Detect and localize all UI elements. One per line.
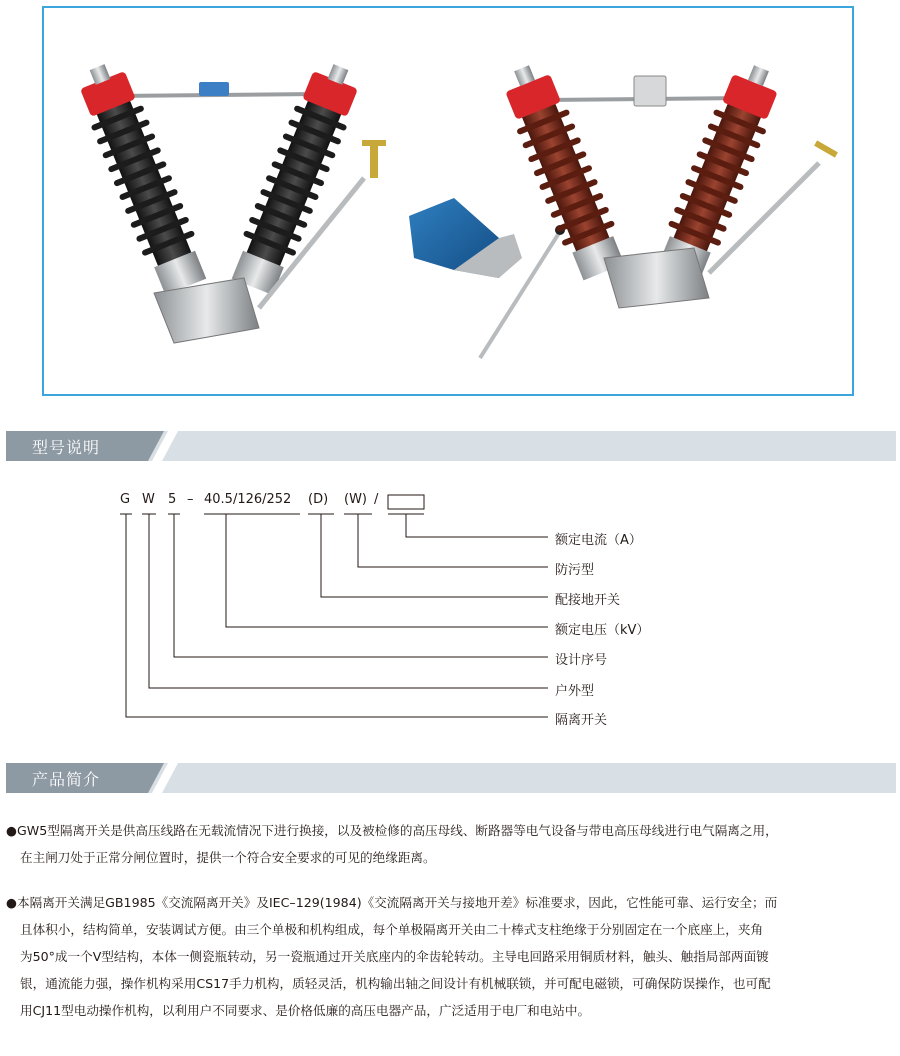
current-box bbox=[388, 495, 424, 509]
intro-p1-line1: GW5型隔离开关是供高压线路在无载流情况下进行换接，以及被检修的高压母线、断路器等电气设备与带电高压母线进行电气隔离之用， bbox=[17, 823, 778, 838]
code-part-d: (D) bbox=[308, 492, 329, 507]
label-rated-voltage: 额定电压（kV） bbox=[555, 623, 650, 638]
label-design-number: 设计序号 bbox=[555, 653, 608, 668]
intro-p2-line3: 为50°成一个V型结构，本体一侧瓷瓶转动，另一瓷瓶通过开关底座内的伞齿轮转动。主导电回路采用铜质材料，触头、触指局部两面镀 bbox=[20, 949, 769, 964]
bullet-2: ● bbox=[6, 895, 17, 910]
intro-p2-line4: 银，通流能力强，操作机构采用CS17手力机构，质轻灵活，机构输出轴之间设计有机械联锁，并可配电磁锁，可确保防误操作，也可配 bbox=[20, 976, 771, 991]
intro-paragraph-1 bbox=[6, 817, 894, 871]
label-rated-current: 额定电流（A） bbox=[555, 533, 642, 548]
intro-p1-line2: 在主闸刀处于正常分闸位置时，提供一个符合安全要求的可见的绝缘距离。 bbox=[20, 850, 436, 865]
label-disconnector: 隔离开关 bbox=[555, 713, 608, 728]
section-title-model: 型号说明 bbox=[32, 438, 101, 457]
label-earthing-switch: 配接地开关 bbox=[555, 593, 621, 608]
code-part-dash: – bbox=[187, 492, 194, 507]
code-part-w-polluted: (W) bbox=[344, 492, 367, 507]
intro-p2-line2: 且体积小，结构简单，安装调试方便。由三个单极和机构组成，每个单极隔离开关由二十棒式支柱绝缘于分别固定在一个底座上，夹角 bbox=[20, 922, 764, 937]
intro-p2-line5: 用CJ11型电动操作机构，以利用户不同要求、是价格低廉的高压电器产品，广泛适用于电厂和电站中。 bbox=[20, 1003, 591, 1018]
code-part-g: G bbox=[120, 492, 131, 507]
code-part-voltage: 40.5/126/252 bbox=[204, 492, 292, 507]
section-title-intro: 产品简介 bbox=[32, 770, 101, 789]
intro-paragraph-2 bbox=[6, 889, 894, 1024]
code-part-5: 5 bbox=[168, 492, 177, 507]
intro-p2-line1: 本隔离开关满足GB1985《交流隔离开关》及IEC–129(1984)《交流隔离开关与接地开差》标准要求，因此，它性能可靠、运行安全；而 bbox=[17, 895, 778, 910]
label-anti-pollution: 防污型 bbox=[555, 563, 595, 578]
section-header-intro bbox=[6, 763, 896, 793]
code-part-slash: / bbox=[374, 492, 379, 507]
section-bar-bg bbox=[6, 763, 896, 793]
bullet-1: ● bbox=[6, 823, 17, 838]
code-part-w: W bbox=[142, 492, 155, 507]
label-outdoor: 户外型 bbox=[555, 684, 595, 699]
